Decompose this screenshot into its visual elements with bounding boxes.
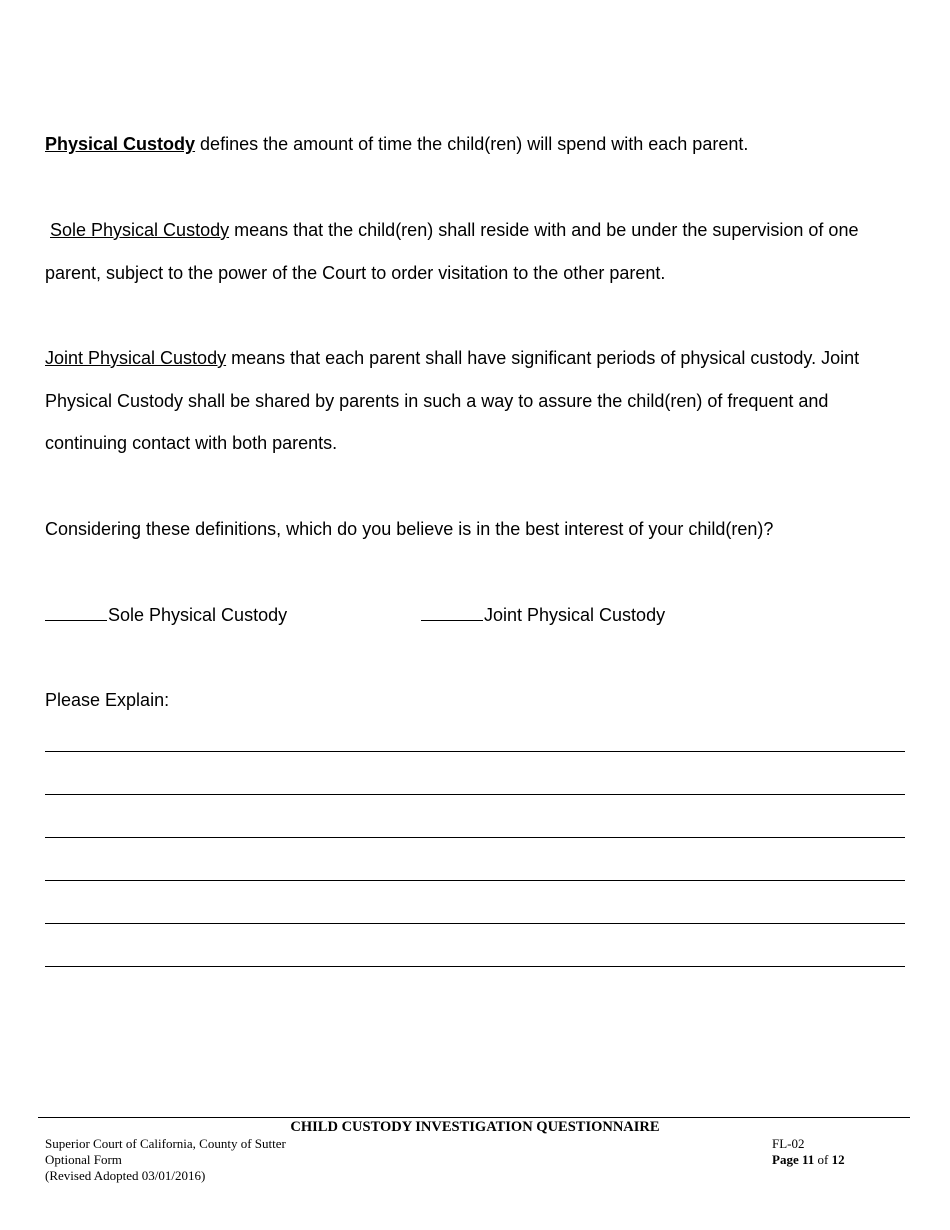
- revision-date: (Revised Adopted 03/01/2016): [45, 1168, 206, 1183]
- sole-custody-definition-line1: [50, 219, 858, 241]
- joint-custody-definition-line2: Physical Custody shall be shared by parents in such a way to assure the child(ren) of frequent and: [45, 391, 829, 411]
- sole-custody-definition-line2: parent, subject to the power of the Court to order visitation to the other parent.: [45, 263, 666, 283]
- explanation-line-1[interactable]: [45, 751, 905, 752]
- joint-custody-term: Joint Physical Custody: [45, 348, 227, 368]
- page-indicator: [772, 1152, 845, 1168]
- sole-custody-option: [45, 604, 287, 626]
- form-type: Optional Form: [45, 1152, 122, 1167]
- joint-custody-checkbox-blank[interactable]: [421, 605, 483, 621]
- joint-custody-option: [421, 604, 665, 626]
- page-of: of: [817, 1152, 829, 1167]
- joint-custody-text: means that each parent shall have significant periods of physical custody. Joint: [226, 348, 860, 368]
- explanation-line-3[interactable]: [45, 837, 905, 838]
- sole-custody-term: Sole Physical Custody: [50, 220, 230, 240]
- explanation-line-5[interactable]: [45, 923, 905, 924]
- form-title: CHILD CUSTODY INVESTIGATION QUESTIONNAIRE: [290, 1119, 660, 1135]
- explain-label: Please Explain:: [45, 690, 170, 710]
- joint-custody-option-label: Joint Physical Custody: [484, 605, 666, 625]
- physical-custody-term: Physical Custody: [45, 134, 196, 154]
- explanation-line-2[interactable]: [45, 794, 905, 795]
- physical-custody-text: defines the amount of time the child(ren) will spend with each parent.: [195, 134, 749, 154]
- sole-custody-text: means that the child(ren) shall reside with and be under the supervision of one: [229, 220, 859, 240]
- joint-custody-definition-line1: [45, 347, 859, 369]
- court-name: Superior Court of California, County of Sutter: [45, 1136, 286, 1151]
- sole-custody-option-label: Sole Physical Custody: [108, 605, 288, 625]
- footer-right-block: [772, 1136, 845, 1168]
- page-label: Page: [772, 1152, 799, 1167]
- joint-custody-definition-line3: continuing contact with both parents.: [45, 433, 338, 453]
- form-number: FL-02: [772, 1136, 805, 1151]
- footer-left-block: [45, 1136, 286, 1184]
- explanation-line-4[interactable]: [45, 880, 905, 881]
- physical-custody-definition: [45, 133, 748, 155]
- explanation-line-6[interactable]: [45, 966, 905, 967]
- custody-question: Considering these definitions, which do you believe is in the best interest of your child(ren)?: [45, 519, 774, 539]
- page-current: 11: [801, 1152, 815, 1167]
- page-total: 12: [831, 1152, 845, 1167]
- sole-custody-checkbox-blank[interactable]: [45, 605, 107, 621]
